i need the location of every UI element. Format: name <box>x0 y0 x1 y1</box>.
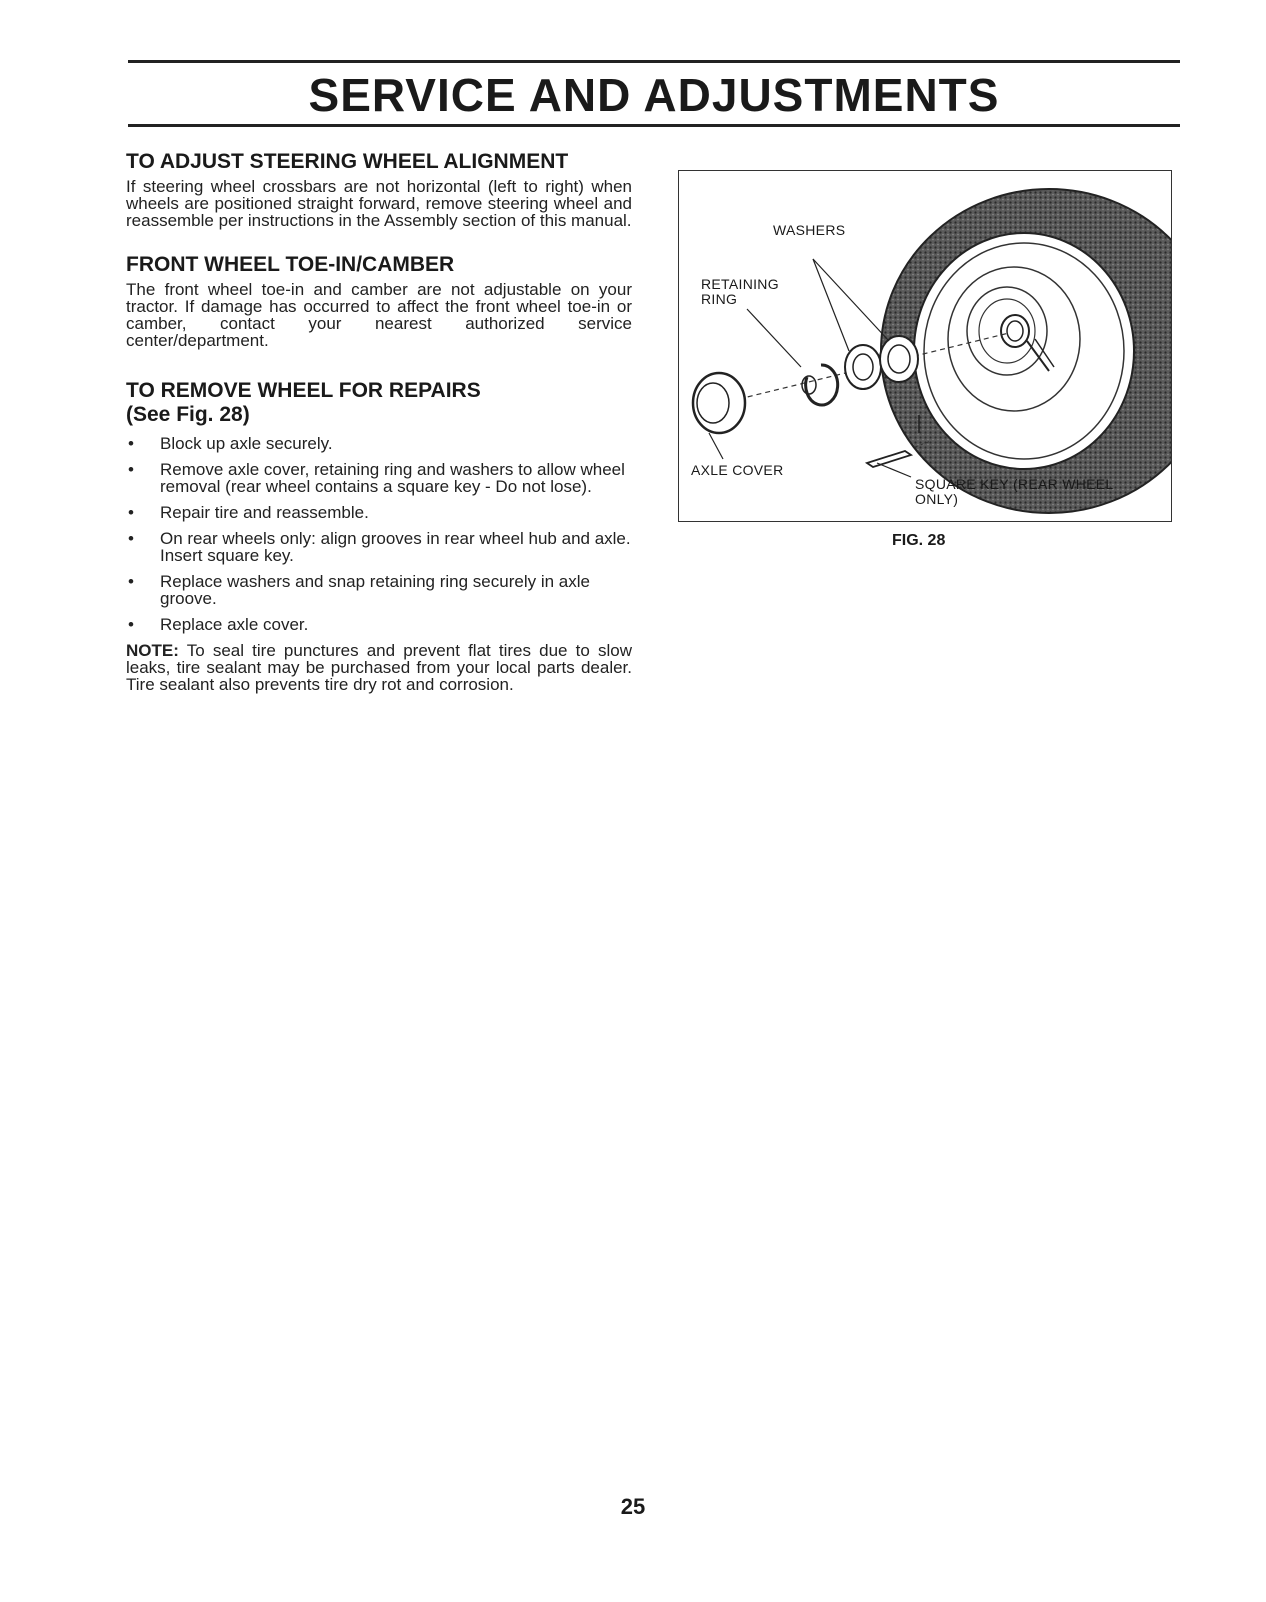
step-item <box>126 530 632 564</box>
remove-wheel-steps <box>126 435 632 633</box>
retaining-ring-leader-line <box>747 309 801 367</box>
steering-alignment-text: If steering wheel crossbars are not horizontal (left to right) when wheels are positioned straight forward, remove steering wheel and reassemble per instructions in the Assembly section of this manual. <box>126 177 632 230</box>
washers-leader-line <box>813 259 849 351</box>
washers-leader-line <box>813 259 889 341</box>
step-text: On rear wheels only: align grooves in rear wheel hub and axle. Insert square key. <box>160 529 631 565</box>
step-text: Block up axle securely. <box>160 434 333 453</box>
tire-icon <box>881 189 1172 513</box>
square-key-leader-line <box>877 463 911 477</box>
axle-cover-icon <box>693 373 745 433</box>
step-item <box>126 504 632 521</box>
step-text: Remove axle cover, retaining ring and washers to allow wheel removal (rear wheel contains a square key - Do not lose). <box>160 460 625 496</box>
page-title: SERVICE AND ADJUSTMENTS <box>308 69 1000 121</box>
washer-icon <box>845 345 881 389</box>
toe-in-camber-text: The front wheel toe-in and camber are not adjustable on your tractor. If damage has occurred to affect the front wheel toe-in or camber, contact your nearest authorized service center/department. <box>126 280 632 350</box>
instructions-column <box>126 150 632 693</box>
axle-cover-leader-line <box>709 433 723 459</box>
square-key-label: SQUARE KEY (REAR WHEEL ONLY) <box>915 476 1113 507</box>
toe-in-camber-heading: FRONT WHEEL TOE-IN/CAMBER <box>126 253 455 276</box>
retaining-ring-label: RETAINING RING <box>701 276 779 307</box>
note-label: NOTE: <box>126 641 179 660</box>
step-item <box>126 573 632 607</box>
washers-label: WASHERS <box>773 222 846 238</box>
washer-icon <box>880 336 918 382</box>
page-number: 25 <box>620 1494 646 1519</box>
bullet-icon: • <box>128 460 134 479</box>
bullet-icon: • <box>128 572 134 591</box>
step-text: Replace washers and snap retaining ring securely in axle groove. <box>160 572 590 608</box>
header-top-rule <box>128 60 1180 63</box>
retaining-ring-icon <box>802 365 838 405</box>
step-text: Repair tire and reassemble. <box>160 503 369 522</box>
bullet-icon: • <box>128 615 134 634</box>
step-text: Replace axle cover. <box>160 615 309 634</box>
note-text: To seal tire punctures and prevent flat tires due to slow leaks, tire sealant may be purchased from your local parts dealer. Tire sealant also prevents tire dry rot and corrosion. <box>126 641 632 694</box>
steering-alignment-heading: TO ADJUST STEERING WHEEL ALIGNMENT <box>126 150 569 173</box>
axle-cover-label: AXLE COVER <box>691 462 784 478</box>
remove-wheel-heading-line2: (See Fig. 28) <box>126 403 250 426</box>
step-item <box>126 435 632 452</box>
bullet-icon: • <box>128 529 134 548</box>
wheel-removal-figure <box>678 170 1172 522</box>
header-bottom-rule <box>128 124 1180 127</box>
bullet-icon: • <box>128 434 134 453</box>
remove-wheel-heading <box>126 379 632 427</box>
remove-wheel-heading-line1: TO REMOVE WHEEL FOR REPAIRS <box>126 379 481 402</box>
step-item <box>126 461 632 495</box>
bullet-icon: • <box>128 503 134 522</box>
figure-caption: FIG. 28 <box>892 532 946 549</box>
tire-sealant-note <box>126 642 632 693</box>
step-item <box>126 616 632 633</box>
